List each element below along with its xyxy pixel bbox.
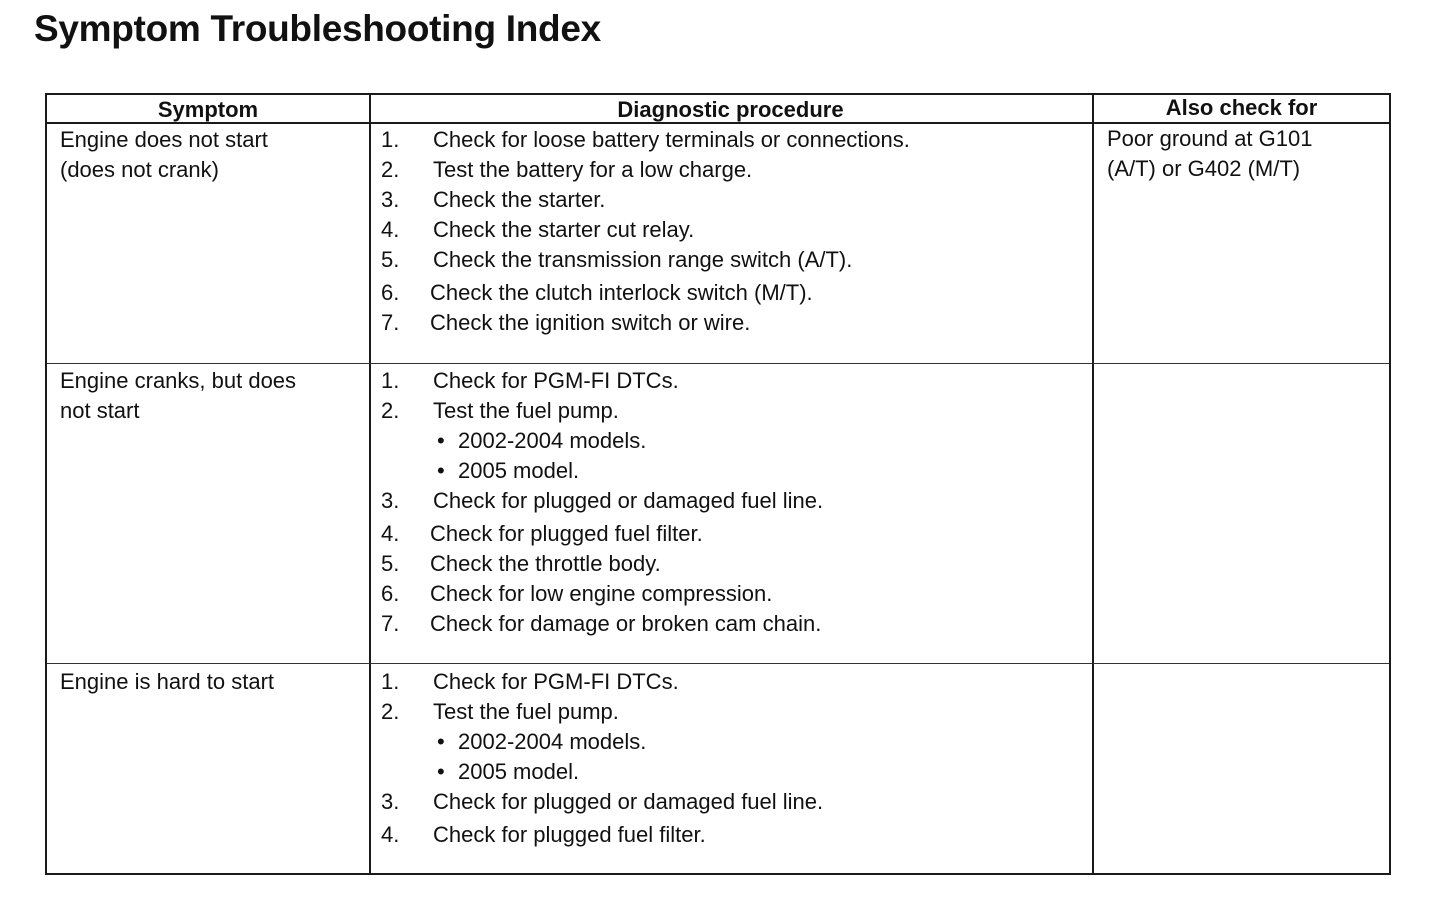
bullet-icon: • — [437, 428, 445, 453]
procedure-step — [381, 366, 1081, 396]
row-divider — [47, 363, 1389, 364]
step-text: Check the clutch interlock switch (M/T). — [430, 280, 813, 305]
step-number: 3. — [381, 488, 400, 513]
column-divider — [369, 95, 371, 873]
row-divider — [47, 663, 1389, 664]
procedure-step — [381, 820, 1081, 850]
step-text: Check for damage or broken cam chain. — [430, 611, 822, 636]
procedure-step — [381, 697, 1081, 727]
procedure-sub-step — [381, 757, 1081, 787]
step-number: 1. — [381, 368, 400, 393]
step-number: 2. — [381, 699, 400, 724]
step-number: 3. — [381, 187, 400, 212]
procedure-step — [381, 125, 1081, 155]
bullet-icon: • — [437, 729, 445, 754]
step-number: 1. — [381, 669, 400, 694]
step-number: 6. — [381, 280, 400, 305]
step-text: Check for loose battery terminals or connections. — [433, 127, 910, 152]
step-number: 3. — [381, 789, 400, 814]
step-number: 2. — [381, 157, 400, 182]
procedure-step — [381, 185, 1081, 215]
procedure-step — [381, 278, 1081, 308]
step-number: 4. — [381, 217, 400, 242]
step-text: Test the fuel pump. — [433, 699, 619, 724]
step-text: Check the starter. — [433, 187, 606, 212]
step-number: 7. — [381, 611, 400, 636]
sub-step-text: 2002-2004 models. — [458, 729, 647, 754]
step-text: Test the fuel pump. — [433, 398, 619, 423]
step-text: Check for plugged fuel filter. — [430, 521, 703, 546]
step-text: Check for low engine compression. — [430, 581, 773, 606]
procedure-step — [381, 609, 1081, 639]
step-number: 6. — [381, 581, 400, 606]
step-number: 5. — [381, 551, 400, 576]
step-number: 1. — [381, 127, 400, 152]
step-text: Check for plugged or damaged fuel line. — [433, 488, 824, 513]
step-number: 4. — [381, 822, 400, 847]
page-title: Symptom Troubleshooting Index — [34, 8, 601, 49]
procedure-step — [381, 245, 1081, 275]
step-text: Test the battery for a low charge. — [433, 157, 753, 182]
sub-step-text: 2005 model. — [458, 458, 580, 483]
step-number: 5. — [381, 247, 400, 272]
header-procedure: Diagnostic procedure — [617, 97, 844, 122]
procedure-sub-step — [381, 426, 1081, 456]
header-symptom: Symptom — [157, 97, 259, 122]
step-number: 2. — [381, 398, 400, 423]
procedure-list — [381, 667, 1081, 850]
procedure-list — [381, 125, 1081, 338]
symptom-cell: Engine does not start (does not crank) — [60, 127, 268, 182]
procedure-step — [381, 579, 1081, 609]
procedure-sub-step — [381, 456, 1081, 486]
step-text: Check for PGM-FI DTCs. — [433, 368, 679, 393]
step-text: Check for PGM-FI DTCs. — [433, 669, 679, 694]
procedure-step — [381, 519, 1081, 549]
procedure-step — [381, 215, 1081, 245]
procedure-sub-step — [381, 727, 1081, 757]
step-text: Check the throttle body. — [430, 551, 661, 576]
step-text: Check the ignition switch or wire. — [430, 310, 751, 335]
procedure-step — [381, 396, 1081, 426]
bullet-icon: • — [437, 759, 445, 784]
procedure-step — [381, 155, 1081, 185]
column-divider — [1092, 95, 1094, 873]
procedure-step — [381, 308, 1081, 338]
symptom-cell: Engine cranks, but does not start — [60, 368, 297, 423]
procedure-step — [381, 549, 1081, 579]
troubleshooting-table — [45, 93, 1391, 875]
step-text: Check the starter cut relay. — [433, 217, 695, 242]
also-check-cell: Poor ground at G101 (A/T) or G402 (M/T) — [1107, 126, 1313, 181]
procedure-step — [381, 486, 1081, 516]
procedure-step — [381, 787, 1081, 817]
sub-step-text: 2002-2004 models. — [458, 428, 647, 453]
header-also-check: Also check for — [1165, 95, 1318, 120]
step-number: 7. — [381, 310, 400, 335]
procedure-step — [381, 667, 1081, 697]
bullet-icon: • — [437, 458, 445, 483]
procedure-list — [381, 366, 1081, 639]
step-text: Check for plugged fuel filter. — [433, 822, 706, 847]
step-number: 4. — [381, 521, 400, 546]
step-text: Check the transmission range switch (A/T). — [433, 247, 853, 272]
symptom-cell: Engine is hard to start — [60, 669, 275, 694]
step-text: Check for plugged or damaged fuel line. — [433, 789, 824, 814]
sub-step-text: 2005 model. — [458, 759, 580, 784]
